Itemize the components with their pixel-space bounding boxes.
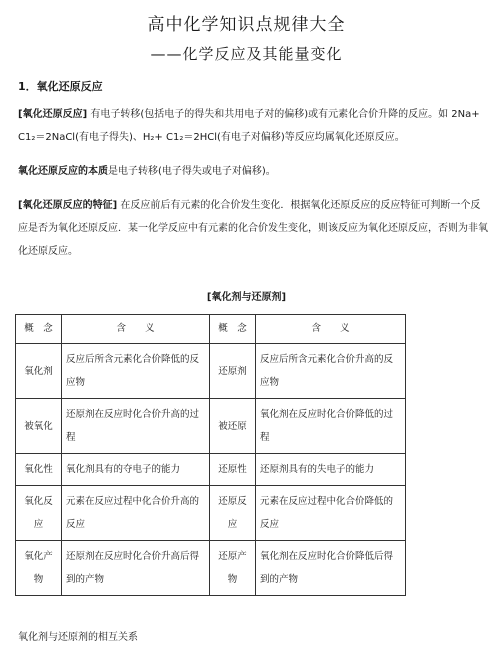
- paragraph-text: 在反应前后有元素的化合价发生变化．根据氧化还原反应的反应特征可判断一个反应是否为氧化还原反应．某一化学反应中有元素的化合价发生变化，则该反应为氧化还原反应，否则为非氧化还原反应。: [18, 200, 488, 257]
- table-cell-term: 被还原: [210, 399, 256, 454]
- table-row: [16, 541, 406, 596]
- table-cell-term: 被氧化: [16, 399, 62, 454]
- table-caption: [氧化剂与还原剂]: [206, 292, 287, 303]
- table-cell-term: 还原性: [210, 454, 256, 486]
- table-cell-meaning: 还原剂具有的失电子的能力: [256, 454, 406, 486]
- section-heading: 1．氧化还原反应: [18, 80, 103, 93]
- table-cell-meaning: 还原剂在反应时化合价升高的过程: [62, 399, 210, 454]
- table-cell-meaning: 氧化剂具有的夺电子的能力: [62, 454, 210, 486]
- paragraph-definition: [18, 103, 488, 149]
- paragraph-label: [氧化还原反应的特征]: [18, 200, 118, 211]
- table-cell-term: 还原剂: [210, 344, 256, 399]
- table-cell-term: 氧化反应: [16, 486, 62, 541]
- table-row: [16, 486, 406, 541]
- table-cell-meaning: 反应后所含元素化合价升高的反应物: [256, 344, 406, 399]
- table-cell-meaning: 元素在反应过程中化合价降低的反应: [256, 486, 406, 541]
- table-header-cell: 概 念: [16, 315, 62, 344]
- table-header-cell: 含 义: [256, 315, 406, 344]
- table-header-cell: 含 义: [62, 315, 210, 344]
- paragraph-label: 氧化还原反应的本质: [18, 166, 108, 177]
- table-header-row: [16, 315, 406, 344]
- paragraph-essence: [18, 160, 488, 183]
- table-header-cell: 概 念: [210, 315, 256, 344]
- table-row: [16, 454, 406, 486]
- table-cell-meaning: 氧化剂在反应时化合价降低的过程: [256, 399, 406, 454]
- table-cell-term: 氧化产物: [16, 541, 62, 596]
- table-row: [16, 399, 406, 454]
- page-subtitle: ——化学反应及其能量变化: [150, 45, 343, 63]
- table-row: [16, 344, 406, 399]
- footer-text: 氧化剂与还原剂的相互关系: [18, 632, 138, 643]
- page-title: 高中化学知识点规律大全: [147, 15, 346, 35]
- table-cell-meaning: 元素在反应过程中化合价升高的反应: [62, 486, 210, 541]
- table-cell-term: 还原产物: [210, 541, 256, 596]
- table-cell-meaning: 氧化剂在反应时化合价降低后得到的产物: [256, 541, 406, 596]
- paragraph-text: 有电子转移(包括电子的得失和共用电子对的偏移)或有元素化合价升降的反应。如 2Na+ C1₂＝2NaCl(有电子得失)、H₂+ C1₂＝2HCl(有电子对偏移)等反应均属氧化还原反应。: [18, 109, 480, 143]
- table-cell-meaning: 反应后所含元素化合价降低的反应物: [62, 344, 210, 399]
- paragraph-label: [氧化还原反应]: [18, 109, 88, 120]
- concept-table: [15, 314, 406, 596]
- table-cell-term: 氧化剂: [16, 344, 62, 399]
- paragraph-feature: [18, 194, 488, 263]
- table-cell-term: 氧化性: [16, 454, 62, 486]
- table-cell-term: 还原反应: [210, 486, 256, 541]
- table-cell-meaning: 还原剂在反应时化合价升高后得到的产物: [62, 541, 210, 596]
- paragraph-text: 是电子转移(电子得失或电子对偏移)。: [108, 166, 276, 177]
